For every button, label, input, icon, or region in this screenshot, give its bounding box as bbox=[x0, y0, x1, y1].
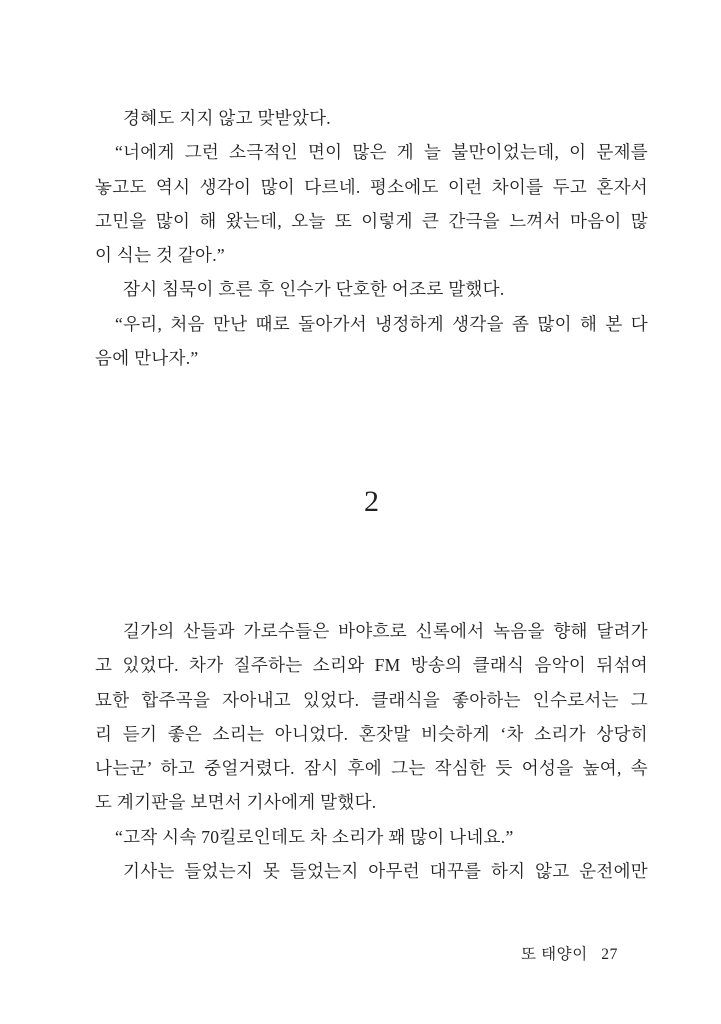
text-line: 이 식는 것 같아.” bbox=[95, 245, 225, 266]
text-line: 잠시 침묵이 흐른 후 인수가 단호한 어조로 말했다. bbox=[123, 279, 505, 300]
text-line: 리 듣기 좋은 소리는 아니었다. 혼잣말 비슷하게 ‘차 소리가 상당히 bbox=[95, 723, 648, 744]
text-line: 길가의 산들과 가로수들은 바야흐로 신록에서 녹음을 향해 달려가 bbox=[123, 621, 648, 641]
text-line: 음에 만나자.” bbox=[95, 348, 199, 369]
running-title: 또 태양이 bbox=[521, 946, 588, 963]
text-line: “너에게 그런 소극적인 면이 많은 게 늘 불만이었는데, 이 문제를 bbox=[115, 142, 648, 163]
page-number: 27 bbox=[601, 946, 618, 963]
page-footer bbox=[521, 944, 618, 966]
text-line: “고작 시속 70킬로인데도 차 소리가 꽤 많이 나네요.” bbox=[115, 826, 514, 847]
text-line: 놓고도 역시 생각이 많이 다르네. 평소에도 이런 차이를 두고 혼자서 bbox=[95, 176, 648, 197]
chapter-number: 2 bbox=[364, 485, 379, 518]
text-block-top bbox=[95, 101, 648, 375]
text-line: 묘한 합주곡을 자아내고 있었다. 클래식을 좋아하는 인수로서는 그 bbox=[95, 689, 648, 710]
text-line: 고민을 많이 해 왔는데, 오늘 또 이렇게 큰 간극을 느껴서 마음이 많 bbox=[95, 210, 648, 231]
text-line: 도 계기판을 보면서 기사에게 말했다. bbox=[95, 792, 377, 813]
text-block-bottom bbox=[95, 614, 648, 888]
text-line: 고 있었다. 차가 질주하는 소리와 FM 방송의 클래식 음악이 뒤섞여 bbox=[95, 655, 648, 676]
text-line: 기사는 들었는지 못 들었는지 아무런 대꾸를 하지 않고 운전에만 bbox=[123, 861, 648, 882]
text-line: “우리, 처음 만난 때로 돌아가서 냉정하게 생각을 좀 많이 해 본 다 bbox=[115, 313, 648, 334]
text-line: 나는군’ 하고 중얼거렸다. 잠시 후에 그는 작심한 듯 어성을 높여, 속 bbox=[95, 758, 648, 779]
text-line: 경혜도 지지 않고 맞받았다. bbox=[123, 108, 331, 128]
